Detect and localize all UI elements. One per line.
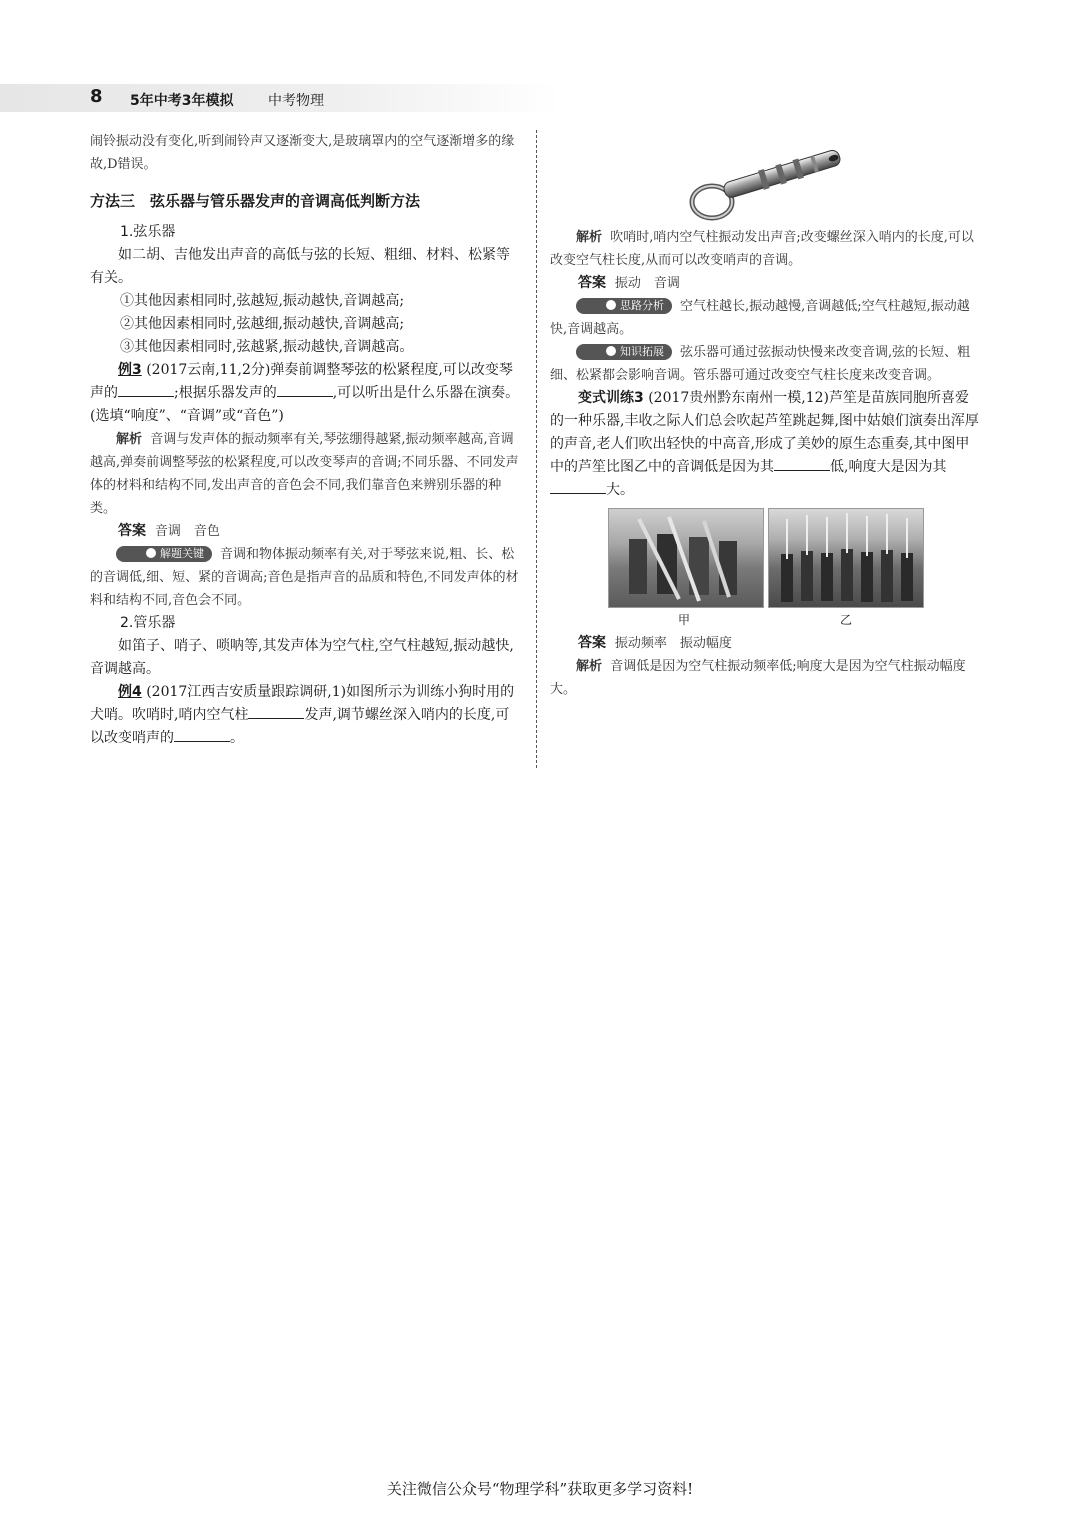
dog-whistle-figure bbox=[550, 130, 980, 226]
answer-label: 答案 bbox=[578, 275, 606, 291]
key-point-tag-label: 解题关键 bbox=[160, 547, 204, 560]
rule-2: ②其他因素相同时,弦越细,振动越快,音调越高; bbox=[120, 316, 405, 332]
example-3-text-a: (2017云南,11,2分)弹奏前调整琴弦的松紧程度,可以改变琴声的 bbox=[90, 362, 513, 401]
example-4-text-b: 发声,调节螺丝深入哨内的长度,可以改变哨声的 bbox=[90, 707, 510, 746]
book-title: 5年中考3年模拟 bbox=[130, 93, 234, 109]
answer-text: 振动频率 振动幅度 bbox=[614, 636, 732, 651]
example-3-analysis bbox=[90, 428, 520, 520]
drill-3 bbox=[550, 387, 980, 502]
subject-title: 中考物理 bbox=[268, 93, 324, 109]
example-3-answer bbox=[90, 520, 520, 543]
example-4-label: 例4 bbox=[118, 684, 142, 700]
knowledge-extension-tag-label: 知识拓展 bbox=[620, 345, 664, 358]
analysis-label: 解析 bbox=[116, 432, 143, 447]
analysis-text: 吹哨时,哨内空气柱振动发出声音;改变螺丝深入哨内的长度,可以改变空气柱长度,从而可以改变哨声的音调。 bbox=[550, 230, 974, 268]
target-icon bbox=[146, 548, 156, 558]
rule-3: ③其他因素相同时,弦越紧,振动越快,音调越高。 bbox=[120, 339, 414, 355]
example-3-label: 例3 bbox=[118, 362, 142, 378]
photo-jia-image bbox=[609, 509, 763, 607]
knowledge-extension-text: 弦乐器可通过弦振动快慢来改变音调,弦的长短、粗细、松紧都会影响音调。管乐器可通过改变空气柱长度来改变音调。 bbox=[550, 345, 971, 383]
rule-1: ①其他因素相同时,弦越短,振动越快,音调越高; bbox=[120, 293, 405, 309]
drill-3-analysis bbox=[550, 655, 980, 701]
lusheng-photos bbox=[550, 508, 980, 628]
thought-analysis-text: 空气柱越长,振动越慢,音调越低;空气柱越短,振动越快,音调越高。 bbox=[550, 299, 970, 337]
target-icon bbox=[606, 300, 616, 310]
section-1-title: 1.弦乐器 bbox=[120, 224, 176, 240]
drill-3-text-a: (2017贵州黔东南州一模,12)芦笙是苗族同胞所喜爱的一种乐器,丰收之际人们总会吹起芦笙跳起舞,图中姑娘们演奏出浑厚的声音,老人们吹出轻快的中高音,形成了美妙的原生态重奏,其中图甲中的芦笙比图乙中的音调低是因为其 bbox=[550, 390, 979, 475]
section-2-title: 2.管乐器 bbox=[120, 615, 176, 631]
photo-yi-image bbox=[769, 509, 923, 607]
example-4-text-c: 。 bbox=[230, 730, 244, 746]
answer-text: 振动 音调 bbox=[614, 276, 680, 291]
page-number: 8 bbox=[90, 86, 103, 107]
column-divider bbox=[536, 130, 537, 768]
example-4-text-a: (2017江西吉安质量跟踪调研,1)如图所示为训练小狗时用的犬哨。吹哨时,哨内空气柱 bbox=[90, 684, 515, 723]
analysis-label: 解析 bbox=[576, 230, 603, 245]
thought-analysis-tag bbox=[576, 298, 672, 314]
knowledge-extension bbox=[550, 341, 980, 387]
target-icon bbox=[606, 346, 616, 356]
example-3-text-b: ;根据乐器发声的 bbox=[174, 385, 277, 401]
example-3 bbox=[90, 359, 520, 428]
thought-analysis-tag-label: 思路分析 bbox=[620, 299, 664, 312]
drill-3-label: 变式训练3 bbox=[578, 390, 644, 406]
thought-analysis bbox=[550, 295, 980, 341]
answer-blank[interactable] bbox=[550, 479, 606, 494]
analysis-label: 解析 bbox=[576, 659, 603, 674]
key-point-tag bbox=[116, 546, 212, 562]
section-2-text: 如笛子、哨子、唢呐等,其发声体为空气柱,空气柱越短,振动越快,音调越高。 bbox=[90, 638, 514, 677]
photo-jia-caption: 甲 bbox=[678, 613, 691, 627]
section-1-text: 如二胡、吉他发出声音的高低与弦的长短、粗细、材料、松紧等有关。 bbox=[90, 247, 510, 286]
photo-yi bbox=[768, 508, 924, 608]
photo-jia bbox=[608, 508, 764, 608]
answer-blank[interactable] bbox=[774, 456, 830, 471]
photo-yi-caption: 乙 bbox=[840, 613, 853, 627]
right-column bbox=[550, 130, 980, 701]
answer-label: 答案 bbox=[118, 523, 146, 539]
answer-text: 音调 音色 bbox=[154, 524, 220, 539]
knowledge-extension-tag bbox=[576, 344, 672, 360]
example-4-analysis bbox=[550, 226, 980, 272]
answer-blank[interactable] bbox=[277, 382, 333, 397]
key-point-text: 音调和物体振动频率有关,对于琴弦来说,粗、长、松的音调低,细、短、紧的音调高;音色是指声音的品质和特色,不同发声体的材料和结构不同,音色会不同。 bbox=[90, 547, 519, 608]
answer-blank[interactable] bbox=[118, 382, 174, 397]
example-4-answer bbox=[550, 272, 980, 295]
answer-blank[interactable] bbox=[174, 727, 230, 742]
footer-note: 关注微信公众号“物理学科”获取更多学习资料! bbox=[386, 1480, 694, 1498]
drill-3-text-c: 大。 bbox=[606, 482, 634, 498]
analysis-text: 音调与发声体的振动频率有关,琴弦绷得越紧,振动频率越高,音调越高,弹奏前调整琴弦的松紧程度,可以改变琴声的音调;不同乐器、不同发声体的材料和结构不同,发出声音的音色会不同,我们靠音色来辨别乐器的种类。 bbox=[90, 432, 519, 516]
key-point bbox=[90, 543, 520, 612]
carry-over-text: 闹铃振动没有变化,听到闹铃声又逐渐变大,是玻璃罩内的空气逐渐增多的缘故,D错误。 bbox=[90, 134, 515, 172]
example-3-text-c: ,可以听出是什么乐器在演奏。(选填“响度”、“音调”或“音色”) bbox=[90, 385, 520, 424]
drill-3-text-b: 低,响度大是因为其 bbox=[830, 459, 947, 475]
analysis-text: 音调低是因为空气柱振动频率低;响度大是因为空气柱振动幅度大。 bbox=[550, 659, 966, 697]
method-title: 方法三 弦乐器与管乐器发声的音调高低判断方法 bbox=[90, 192, 421, 210]
answer-label: 答案 bbox=[578, 635, 606, 651]
left-column bbox=[90, 130, 520, 750]
drill-3-answer bbox=[550, 632, 980, 655]
dog-whistle-icon bbox=[550, 130, 980, 226]
answer-blank[interactable] bbox=[248, 704, 304, 719]
example-4 bbox=[90, 681, 520, 750]
